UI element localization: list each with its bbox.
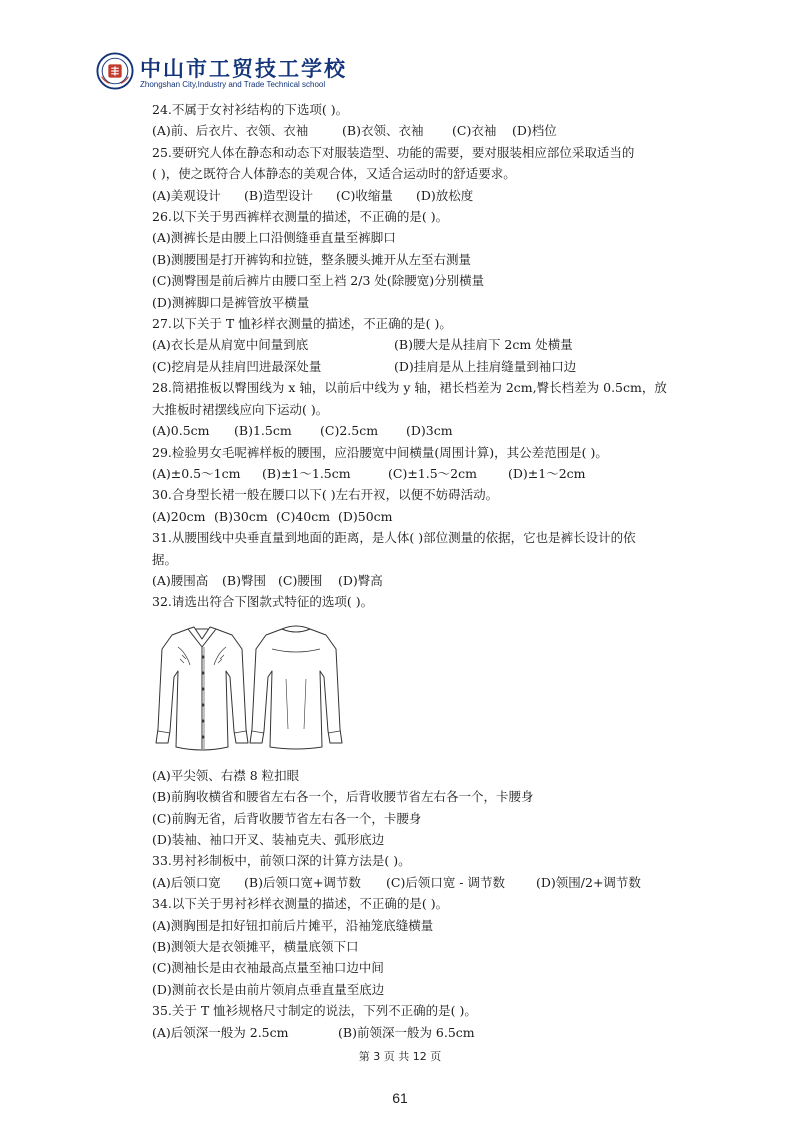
q30-options bbox=[152, 506, 692, 527]
q32-option-d: (D)装袖、袖口开叉、装袖克夫、弧形底边 bbox=[152, 831, 385, 847]
q31-options bbox=[152, 570, 692, 591]
q28-option-c: (C)2.5cm bbox=[320, 423, 379, 439]
q34-option-b: (B)测领大是衣领摊平，横量底领下口 bbox=[152, 939, 359, 954]
q24-option-b: (B)衣领、衣袖 bbox=[342, 123, 424, 139]
q27-option-a: (A)衣长是从肩宽中间量到底 bbox=[152, 337, 309, 353]
q26-stem: 26.以下关于男西裤样衣测量的描述，不正确的是( )。 bbox=[152, 209, 449, 225]
q25-option-b: (B)造型设计 bbox=[244, 187, 313, 203]
q31-stem-line2: 据。 bbox=[152, 551, 178, 567]
q28-stem-line2: 大推板时裙摆线应向下运动( )。 bbox=[152, 401, 329, 417]
q35-option-a: (A)后领深一般为 2.5cm bbox=[152, 1024, 289, 1040]
q27-option-d: (D)挂肩是从上挂肩缝量到袖口边 bbox=[394, 358, 577, 374]
q33-option-b: (B)后领口宽+调节数 bbox=[244, 874, 361, 890]
q31-option-c: (C)腰围 bbox=[278, 572, 323, 588]
q25-stem-line1: 25.要研究人体在静态和动态下对服装造型、功能的需要，要对服装相应部位采取适当的 bbox=[152, 144, 635, 160]
q30-option-a: (A)20cm bbox=[152, 508, 206, 524]
q31-option-a: (A)腰围高 bbox=[152, 572, 209, 588]
q31-option-d: (D)臀高 bbox=[338, 572, 383, 588]
shirt-front-back-icon bbox=[152, 619, 352, 763]
q33-option-c: (C)后领口宽 - 调节数 bbox=[386, 874, 505, 890]
q28-option-a: (A)0.5cm bbox=[152, 423, 210, 439]
q26-option-a: (A)测裤长是由腰上口沿侧缝垂直量至裤脚口 bbox=[152, 230, 396, 246]
q34-option-a: (A)测胸围是扣好钮扣前后片摊平，沿袖笼底缝横量 bbox=[152, 917, 434, 933]
q28-options bbox=[152, 420, 692, 441]
q34-option-c: (C)测袖长是由衣袖最高点量至袖口边中间 bbox=[152, 960, 384, 976]
q27-options-row1 bbox=[152, 334, 692, 355]
q32-option-b: (B)前胸收横省和腰省左右各一个，后背收腰节省左右各一个，卡腰身 bbox=[152, 789, 534, 805]
q32-option-a: (A)平尖领、右襟 8 粒扣眼 bbox=[152, 767, 300, 783]
q25-option-d: (D)放松度 bbox=[416, 187, 474, 203]
q32-option-c: (C)前胸无省，后背收腰节省左右各一个，卡腰身 bbox=[152, 810, 422, 826]
q27-option-c: (C)挖肩是从挂肩凹进最深处量 bbox=[152, 358, 322, 374]
q30-stem: 30.合身型长裙一般在腰口以下( )左右开衩，以便不妨碍活动。 bbox=[152, 487, 499, 503]
school-name-cn: 中山市工贸技工学校 bbox=[140, 56, 347, 81]
q29-option-c: (C)±1.5～2cm bbox=[388, 465, 477, 481]
q27-stem: 27.以下关于 T 恤衫样衣测量的描述，不正确的是( )。 bbox=[152, 316, 452, 332]
q33-stem: 33.男衬衫制板中，前领口深的计算方法是( )。 bbox=[152, 853, 411, 869]
q25-stem-line2: ( )，使之既符合人体静态的美观合体，又适合运动时的舒适要求。 bbox=[152, 166, 516, 182]
q29-option-a: (A)±0.5～1cm bbox=[152, 465, 241, 481]
q24-option-d: (D)档位 bbox=[512, 123, 557, 139]
q35-options bbox=[152, 1022, 692, 1043]
q24-option-c: (C)衣袖 bbox=[452, 123, 497, 139]
q27-options-row2 bbox=[152, 356, 692, 377]
school-header bbox=[96, 52, 416, 96]
page-of-footer: 第 3 页 共 12 页 bbox=[358, 1050, 442, 1063]
q29-option-b: (B)±1～1.5cm bbox=[262, 465, 351, 481]
q26-option-d: (D)测裤脚口是裤管放平横量 bbox=[152, 294, 310, 310]
q24-stem: 24.不属于女衬衫结构的下选项( )。 bbox=[152, 102, 349, 117]
school-name-en: Zhongshan City,Industry and Trade Technical school bbox=[140, 80, 326, 89]
q33-option-a: (A)后领口宽 bbox=[152, 874, 221, 890]
q31-stem-line1: 31.从腰围线中央垂直量到地面的距离，是人体( )部位测量的依据，它也是裤长设计的依 bbox=[152, 530, 636, 546]
q29-option-d: (D)±1～2cm bbox=[508, 465, 586, 481]
q28-stem-line1: 28.筒裙推板以臀围线为 x 轴，以前后中线为 y 轴，裙长档差为 2cm,臀长档差为 0.5cm，放 bbox=[152, 380, 667, 396]
q26-option-c: (C)测臀围是前后裤片由腰口至上裆 2/3 处(除腰宽)分别横量 bbox=[152, 273, 485, 289]
q27-option-b: (B)腰大是从挂肩下 2cm 处横量 bbox=[394, 337, 573, 353]
q32-stem: 32.请选出符合下图款式特征的选项( )。 bbox=[152, 594, 374, 610]
q29-stem: 29.检验男女毛呢裤样板的腰围，应沿腰宽中间横量(周围计算)，其公差范围是( )。 bbox=[152, 444, 608, 460]
q24-options bbox=[152, 120, 692, 141]
q29-options bbox=[152, 463, 692, 484]
q30-option-b: (B)30cm bbox=[214, 508, 268, 524]
q33-option-d: (D)领围/2+调节数 bbox=[536, 874, 641, 890]
q34-stem: 34.以下关于男衬衫样衣测量的描述，不正确的是( )。 bbox=[152, 896, 449, 912]
q26-option-b: (B)测腰围是打开裤钩和拉链，整条腰头摊开从左至右测量 bbox=[152, 251, 471, 267]
q25-option-a: (A)美观设计 bbox=[152, 187, 221, 203]
q28-option-b: (B)1.5cm bbox=[234, 423, 292, 439]
school-logo-icon bbox=[96, 52, 134, 90]
page-number: 61 bbox=[392, 1090, 408, 1106]
q25-option-c: (C)收缩量 bbox=[336, 187, 393, 203]
q24-option-a: (A)前、后衣片、衣领、衣袖 bbox=[152, 123, 309, 139]
q35-option-b: (B)前领深一般为 6.5cm bbox=[338, 1024, 475, 1040]
q25-options bbox=[152, 185, 692, 206]
q35-stem: 35.关于 T 恤衫规格尺寸制定的说法，下列不正确的是( )。 bbox=[152, 1003, 477, 1019]
q31-option-b: (B)臀围 bbox=[222, 572, 266, 588]
q28-option-d: (D)3cm bbox=[406, 423, 453, 439]
question-list bbox=[152, 99, 692, 1043]
q30-option-c: (C)40cm bbox=[276, 508, 331, 524]
q33-options bbox=[152, 872, 692, 893]
shirt-illustration bbox=[152, 617, 692, 765]
q30-option-d: (D)50cm bbox=[338, 508, 393, 524]
q34-option-d: (D)测前衣长是由前片领肩点垂直量至底边 bbox=[152, 981, 385, 997]
